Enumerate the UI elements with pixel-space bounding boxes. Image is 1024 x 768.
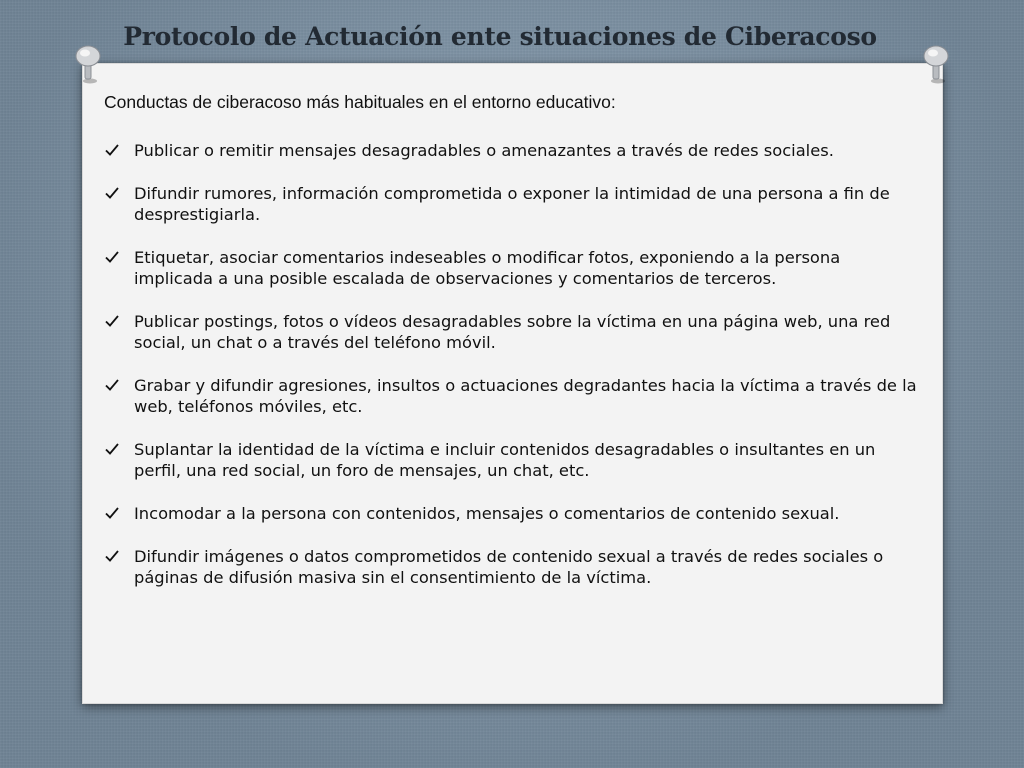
list-item-text: Etiquetar, asociar comentarios indeseables o modificar fotos, exponiendo a la persona implicada a una posible escalada de observaciones y comentarios de terceros. <box>134 248 841 288</box>
checkmark-icon <box>104 185 120 201</box>
list-item <box>104 247 924 289</box>
list-item-text: Grabar y difundir agresiones, insultos o actuaciones degradantes hacia la víctima a través de la web, teléfonos móviles, etc. <box>134 376 917 416</box>
list-item <box>104 140 924 161</box>
checkmark-icon <box>104 505 120 521</box>
conduct-list <box>104 140 924 610</box>
checkmark-icon <box>104 548 120 564</box>
checkmark-icon <box>104 377 120 393</box>
list-item <box>104 183 924 225</box>
checkmark-icon <box>104 249 120 265</box>
pushpin-icon <box>921 43 951 85</box>
list-item <box>104 503 924 524</box>
list-item-text: Difundir imágenes o datos comprometidos de contenido sexual a través de redes sociales o páginas de difusión masiva sin el consentimiento de la víctima. <box>134 547 884 587</box>
intro-text: Conductas de ciberacoso más habituales en el entorno educativo: <box>104 92 616 112</box>
checkmark-icon <box>104 441 120 457</box>
checkmark-icon <box>104 142 120 158</box>
slide-title: Protocolo de Actuación ente situaciones de Ciberacoso <box>123 22 877 51</box>
checkmark-icon <box>104 313 120 329</box>
list-item-text: Incomodar a la persona con contenidos, mensajes o comentarios de contenido sexual. <box>134 504 840 523</box>
list-item <box>104 546 924 588</box>
list-item-text: Difundir rumores, información comprometida o exponer la intimidad de una persona a fin de desprestigiarla. <box>134 184 890 224</box>
list-item-text: Suplantar la identidad de la víctima e incluir contenidos desagradables o insultantes en un perfil, una red social, un foro de mensajes, un chat, etc. <box>134 440 876 480</box>
list-item <box>104 311 924 353</box>
list-item-text: Publicar o remitir mensajes desagradables o amenazantes a través de redes sociales. <box>134 141 834 160</box>
list-item <box>104 439 924 481</box>
list-item <box>104 375 924 417</box>
pushpin-icon <box>73 43 103 85</box>
list-item-text: Publicar postings, fotos o vídeos desagradables sobre la víctima en una página web, una red social, un chat o a través del teléfono móvil. <box>134 312 891 352</box>
